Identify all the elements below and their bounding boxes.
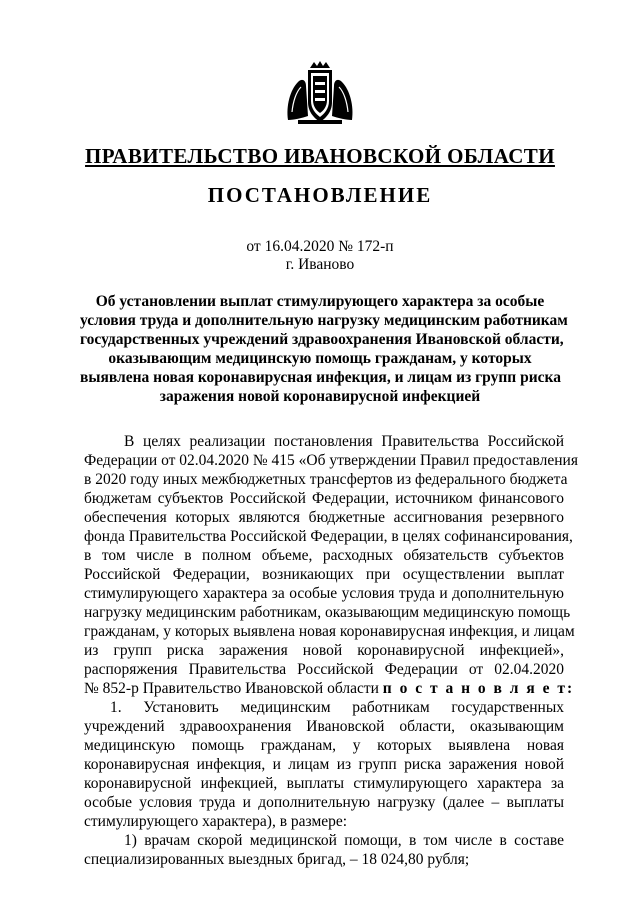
- body-line: из групп риска заражения новой коронавирусной инфекцией»,: [84, 642, 564, 659]
- city: г. Иваново: [285, 256, 355, 273]
- subject-line: Об установлении выплат стимулирующего характера за особые: [95, 293, 545, 310]
- body-line-decree: [84, 679, 575, 698]
- subject-line: заражения новой коронавирусной инфекцией: [159, 388, 481, 405]
- body-line: бюджетам субъектов Российской Федерации, источником финансового: [84, 490, 564, 507]
- body-line: медицинскую помощь гражданам, у которых выявлена новая: [84, 737, 564, 754]
- body-line: коронавирусная инфекция, и лицам из групп риска заражения новой: [84, 756, 564, 773]
- body-line: В целях реализации постановления Правительства Российской: [124, 433, 564, 450]
- subject-line: выявлена новая коронавирусная инфекция, и лицам из групп риска: [80, 369, 561, 386]
- body-line: 1. Установить медицинским работникам государственных: [110, 699, 564, 716]
- subject-line: условия труда и дополнительную нагрузку медицинским работникам: [80, 312, 568, 329]
- body-line: обеспечения которых являются бюджетные ассигнования резервного: [84, 509, 564, 526]
- body-line: в том числе в полном объеме, расходных обязательств субъектов: [84, 547, 564, 564]
- body-line: нагрузку медицинским работникам, оказывающим медицинскую помощь: [84, 604, 571, 621]
- coat-of-arms-icon: [284, 60, 356, 126]
- body-line: 1) врачам скорой медицинской помощи, в том числе в составе: [124, 832, 564, 849]
- subject-line: государственных учреждений здравоохранения Ивановской области,: [80, 331, 564, 348]
- document-meta: [0, 238, 640, 274]
- body-line: коронавирусной инфекцией, выплаты стимулирующего характера за: [84, 775, 564, 792]
- body-line: гражданам, у которых выявлена новая коронавирусная инфекция, и лицам: [84, 623, 575, 640]
- body-line: в 2020 году иных межбюджетных трансфертов из федерального бюджета: [84, 471, 568, 488]
- body-line: Российской Федерации, возникающих при осуществлении выплат: [84, 566, 564, 583]
- body-line: учреждений здравоохранения Ивановской области, оказывающим: [84, 718, 564, 735]
- decree-word: п о с т а н о в л я е т:: [382, 680, 575, 697]
- document-type: ПОСТАНОВЛЕНИЕ: [207, 183, 433, 207]
- subject-line: оказывающим медицинскую помощь гражданам, у которых: [108, 350, 532, 367]
- body-line: особые условия труда и дополнительную нагрузку (далее – выплаты: [84, 794, 564, 811]
- body-line-text: № 852-р Правительство Ивановской области: [84, 680, 379, 697]
- document-subject: [80, 292, 568, 406]
- date-number: от 16.04.2020 № 172-п: [246, 238, 394, 255]
- body-line: фонда Правительства Российской Федерации, в целях софинансирования,: [84, 528, 573, 545]
- body-line: Федерации от 02.04.2020 № 415 «Об утверждении Правил предоставления: [84, 452, 578, 469]
- document-body: [84, 432, 578, 869]
- org-title: ПРАВИТЕЛЬСТВО ИВАНОВСКОЙ ОБЛАСТИ: [85, 144, 555, 168]
- body-line: распоряжения Правительства Российской Федерации от 02.04.2020: [84, 661, 564, 678]
- body-line: стимулирующего характера), в размере:: [84, 813, 348, 830]
- body-line: стимулирующего характера за особые условия труда и дополнительную: [84, 585, 564, 602]
- body-line: специализированных выездных бригад, – 18 024,80 рубля;: [84, 851, 470, 868]
